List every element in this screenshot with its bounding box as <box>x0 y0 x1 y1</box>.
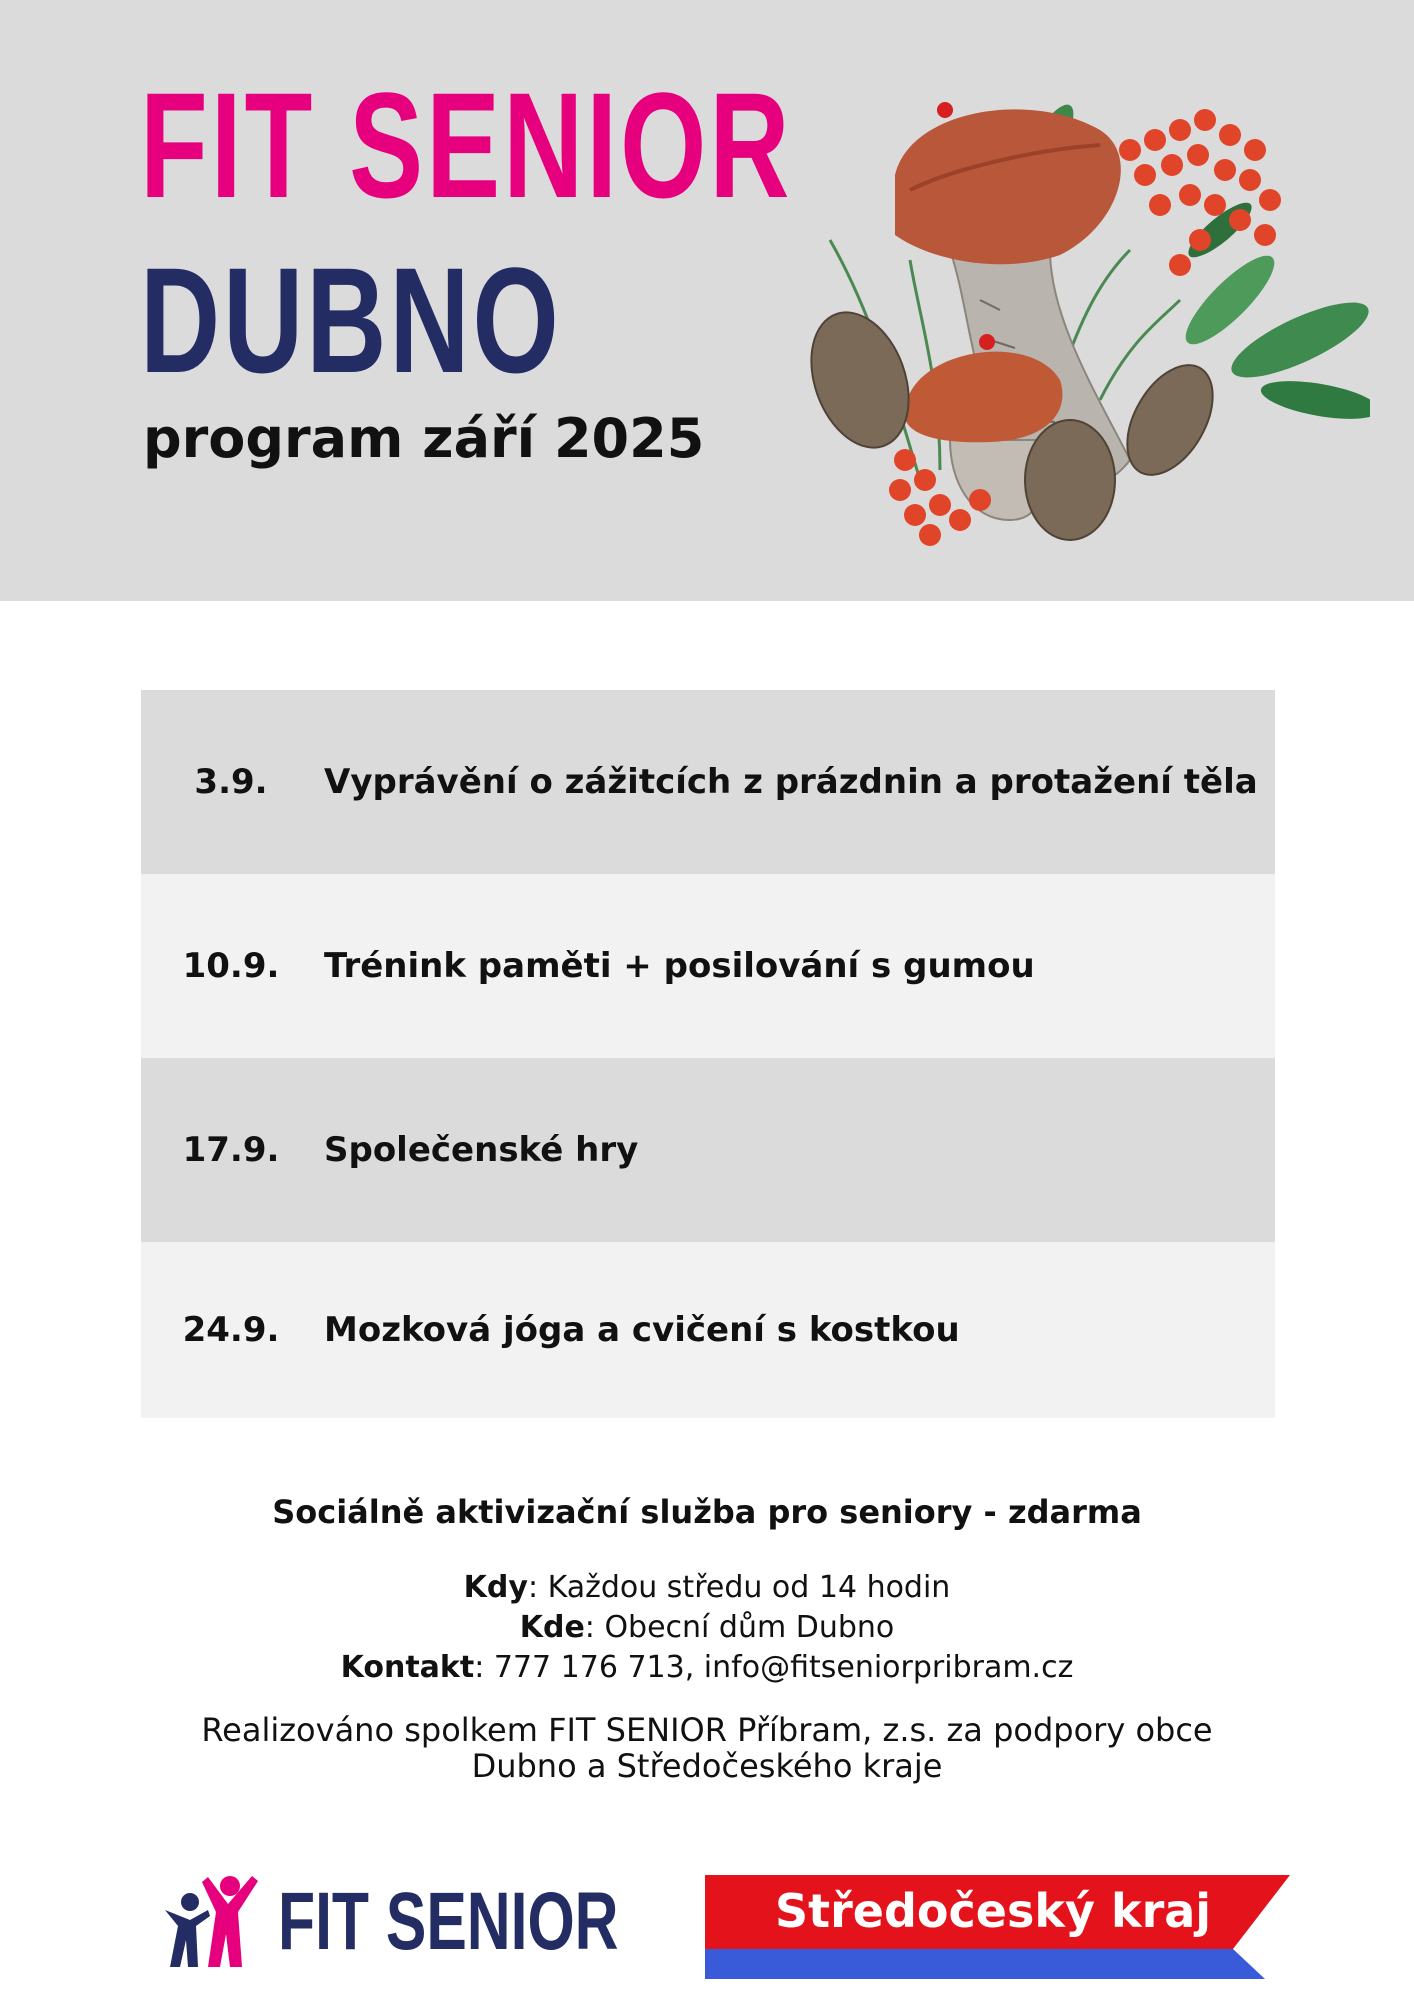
contact-line <box>0 1648 1414 1688</box>
schedule-row <box>141 874 1275 1058</box>
schedule-row <box>141 1242 1275 1418</box>
schedule-date: 17.9. <box>182 1130 280 1170</box>
schedule-date: 24.9. <box>182 1310 280 1350</box>
header-banner <box>0 0 1414 601</box>
schedule-activity: Společenské hry <box>324 1130 639 1170</box>
schedule-activity: Trénink paměti + posilování s gumou <box>324 946 1035 986</box>
credit-line-1: Realizováno spolkem FIT SENIOR Příbram, z.s. za podpory obce <box>201 1711 1213 1749</box>
when-line <box>0 1568 1414 1608</box>
contact-value: : 777 176 713, info@fitseniorpribram.cz <box>474 1650 1074 1685</box>
service-description: Sociálně aktivizační služba pro seniory - zdarma <box>272 1493 1142 1531</box>
when-label: Kdy <box>463 1570 528 1605</box>
schedule-date: 3.9. <box>194 762 268 802</box>
contact-info <box>0 1568 1414 1688</box>
schedule-row <box>141 1058 1275 1242</box>
fit-senior-logo-text: FIT SENIOR <box>278 1876 619 1967</box>
program-subtitle: program září 2025 <box>143 407 705 470</box>
contact-label: Kontakt <box>340 1650 475 1685</box>
schedule-row <box>141 690 1275 874</box>
where-line <box>0 1608 1414 1648</box>
schedule-table <box>141 690 1275 1418</box>
title-fit-senior: FIT SENIOR <box>140 61 793 229</box>
credit-line-2: Dubno a Středočeského kraje <box>471 1747 943 1785</box>
where-label: Kde <box>519 1610 585 1645</box>
stredocesky-kraj-logo <box>705 1875 1295 1983</box>
mushroom-rowan-pinecone-illustration <box>800 80 1370 560</box>
schedule-activity: Mozková jóga a cvičení s kostkou <box>324 1310 960 1350</box>
schedule-activity: Vyprávění o zážitcích z prázdnin a protažení těla <box>324 762 1258 802</box>
fit-senior-logo <box>160 1872 619 1972</box>
title-dubno: DUBNO <box>140 236 562 404</box>
schedule-date: 10.9. <box>182 946 280 986</box>
where-value: : Obecní dům Dubno <box>584 1610 895 1645</box>
credit-text <box>0 1712 1414 1784</box>
kraj-logo-text: Středočeský kraj <box>775 1884 1212 1938</box>
fit-senior-figures-icon <box>160 1872 275 1972</box>
when-value: : Každou středu od 14 hodin <box>527 1570 951 1605</box>
